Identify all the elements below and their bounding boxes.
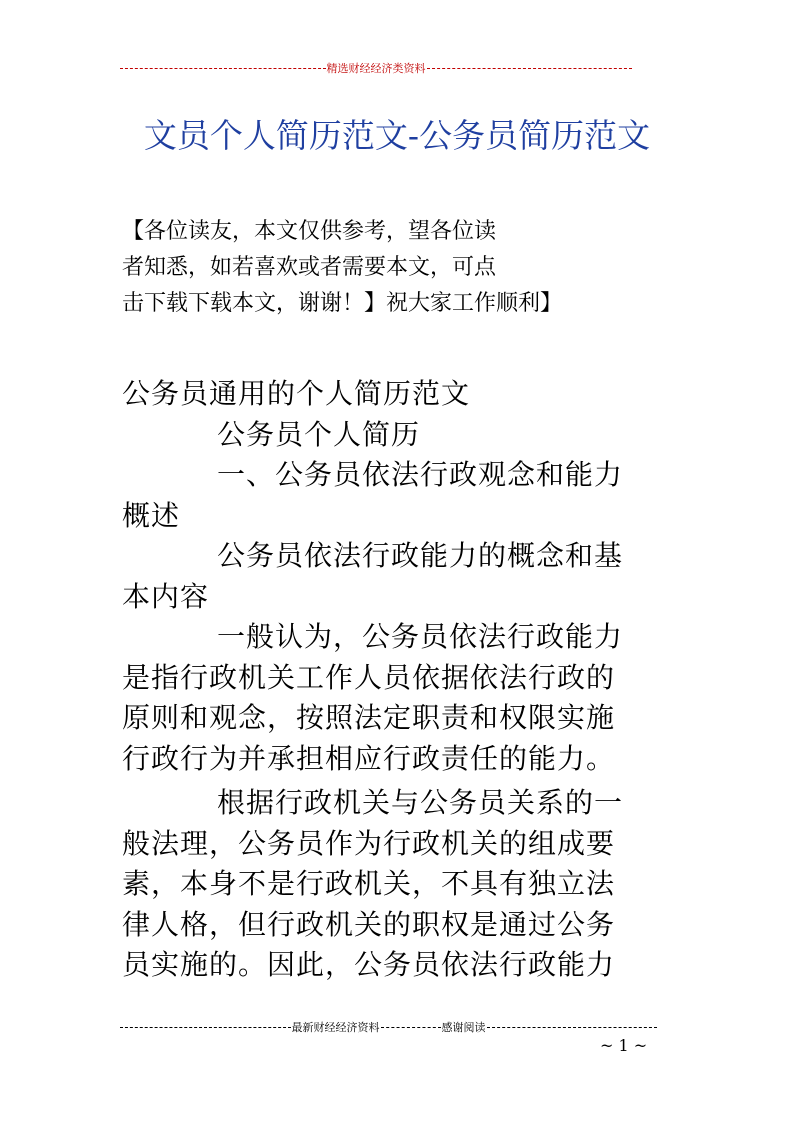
page-footer [120, 1018, 657, 1036]
paragraph-line: 概述 [122, 498, 181, 532]
paragraph-line: 员实施的。因此，公务员依法行政能力 [122, 948, 616, 981]
paragraph-line: 原则和观念，按照法定职责和权限实施 [122, 701, 616, 734]
header-dash-right [427, 68, 633, 69]
paragraph-line: 般法理，公务员作为行政机关的组成要 [122, 826, 616, 860]
footer-dash-middle [381, 1027, 441, 1028]
paragraph-line: 律人格，但行政机关的职权是通过公务 [122, 907, 616, 941]
paragraph-line: 本内容 [122, 579, 210, 613]
notice-line: 者知悉，如若喜欢或者需要本文，可点 [122, 255, 497, 280]
paragraph-line: 一般认为，公务员依法行政能力 [217, 620, 624, 653]
footer-text-2: 感谢阅读 [441, 1021, 486, 1034]
page-header [120, 58, 632, 78]
paragraph-line: 公务员依法行政能力的概念和基 [217, 539, 624, 572]
notice-block [122, 214, 662, 322]
section-heading: 公务员通用的个人简历范文 [122, 377, 471, 410]
subheading: 公务员个人简历 [217, 417, 421, 451]
document-title: 文员个人简历范文-公务员简历范文 [143, 116, 651, 155]
notice-line: 击下载下载本文，谢谢！】祝大家工作顺利】 [122, 291, 563, 316]
paragraph-line: 素，本身不是行政机关，不具有独立法 [122, 867, 616, 900]
header-text: 精选财经经济类资料 [326, 62, 426, 75]
header-dash-left [120, 68, 326, 69]
page-number: ~ 1 ~ [600, 1036, 648, 1055]
body-text [122, 374, 676, 986]
footer-text-1: 最新财经经济资料 [291, 1021, 380, 1034]
paragraph-line: 行政行为并承担相应行政责任的能力。 [122, 741, 616, 775]
footer-dash-left [120, 1027, 291, 1028]
paragraph-line: 一、公务员依法行政观念和能力 [217, 458, 624, 491]
footer-dash-right [487, 1027, 658, 1028]
paragraph-line: 根据行政机关与公务员关系的一 [217, 786, 624, 819]
notice-line: 【各位读友，本文仅供参考，望各位读 [122, 219, 497, 244]
paragraph-line: 是指行政机关工作人员依据依法行政的 [122, 660, 616, 694]
